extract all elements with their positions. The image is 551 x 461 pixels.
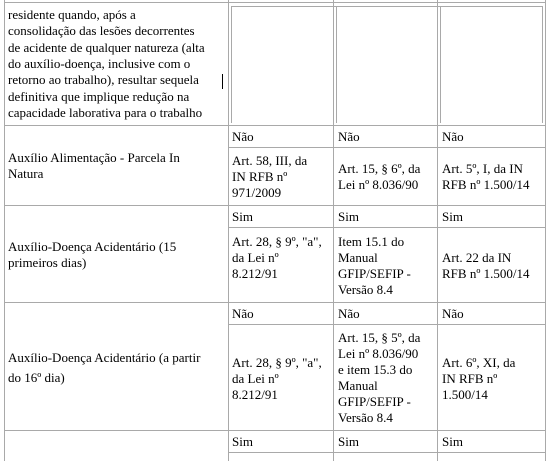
row1-label-line: do auxílio-doença, inclusive com o — [8, 56, 191, 71]
row4-flag-col3: Não — [442, 306, 464, 321]
row3-ref-col2: Manual — [338, 250, 378, 265]
row3-label-line: Auxílio-Doença Acidentário (15 — [8, 239, 177, 254]
row4-ref-col2: Art. 15, § 5º, da — [338, 330, 421, 345]
table-border-right — [545, 0, 546, 461]
row5-flag-col1: Sim — [232, 434, 253, 449]
row2-ref-col1: 971/2009 — [232, 185, 282, 200]
table-column-divider-3 — [437, 0, 438, 461]
row4-ref-col1: 8.212/91 — [232, 387, 278, 402]
row-divider-2 — [4, 205, 546, 206]
row2-flag-col1: Não — [232, 129, 254, 144]
row1-label-line: consolidação das lesões decorrentes — [8, 23, 195, 38]
row2-ref-col2: Lei nº 8.036/90 — [338, 177, 419, 192]
flag-divider-r2 — [228, 147, 546, 148]
row3-ref-col1: da Lei nº — [232, 250, 279, 265]
table-top-border — [4, 2, 546, 3]
row4-ref-col3: 1.500/14 — [442, 387, 488, 402]
row2-flag-col3: Não — [442, 129, 464, 144]
row-divider-1 — [4, 125, 546, 126]
inner-cell-left-1 — [231, 6, 232, 123]
row2-flag-col2: Não — [338, 129, 360, 144]
row3-ref-col3: RFB nº 1.500/14 — [442, 266, 530, 281]
row2-ref-col1: IN RFB nº — [232, 169, 288, 184]
flag-divider-r4 — [228, 324, 546, 325]
row3-ref-col1: 8.212/91 — [232, 266, 278, 281]
row4-ref-col3: IN RFB nº — [442, 371, 498, 386]
row-divider-3 — [4, 302, 546, 303]
row2-ref-col2: Art. 15, § 6º, da — [338, 161, 421, 176]
flag-divider-r5 — [228, 452, 546, 453]
row1-label-line: de acidente de qualquer natureza (alta — [8, 40, 205, 55]
row2-label-line: Natura — [8, 166, 44, 181]
table-column-divider-2 — [333, 0, 334, 461]
inner-cell-right — [542, 6, 543, 123]
table-border-left — [4, 0, 5, 461]
inner-top-border — [231, 6, 543, 7]
row4-ref-col2: Versão 8.4 — [338, 410, 393, 425]
row1-label-line: capacidade laborativa para o trabalho — [8, 105, 203, 120]
row3-ref-col2: GFIP/SEFIP - — [338, 266, 411, 281]
row4-ref-col2: e item 15.3 do — [338, 362, 413, 377]
row2-label-line: Auxílio Alimentação - Parcela In — [8, 150, 180, 165]
row3-ref-col1: Art. 28, § 9º, "a", — [232, 234, 322, 249]
row4-ref-col2: GFIP/SEFIP - — [338, 394, 411, 409]
row5-flag-col3: Sim — [442, 434, 463, 449]
inner-cell-left-2 — [336, 6, 337, 123]
row1-label-line: definitiva que implique redução na — [8, 89, 190, 104]
row3-ref-col2: Versão 8.4 — [338, 282, 393, 297]
row4-ref-col1: Art. 28, § 9º, "a", — [232, 355, 322, 370]
row3-ref-col3: Art. 22 da IN — [442, 250, 512, 265]
row4-ref-col1: da Lei nº — [232, 371, 279, 386]
row2-ref-col3: RFB nº 1.500/14 — [442, 177, 530, 192]
row3-flag-col3: Sim — [442, 209, 463, 224]
row2-ref-col3: Art. 5º, I, da IN — [442, 161, 523, 176]
row4-flag-col2: Não — [338, 306, 360, 321]
row1-label-line: retorno ao trabalho), resultar sequela — [8, 72, 199, 87]
row4-ref-col2: Manual — [338, 378, 378, 393]
row4-label-line: do 16º dia) — [8, 370, 65, 385]
row3-ref-col2: Item 15.1 do — [338, 234, 405, 249]
row1-label-line: residente quando, após a — [8, 7, 136, 22]
flag-divider-r3 — [228, 227, 546, 228]
row-divider-4 — [4, 430, 546, 431]
row3-flag-col2: Sim — [338, 209, 359, 224]
row4-ref-col3: Art. 6º, XI, da — [442, 355, 516, 370]
row4-flag-col1: Não — [232, 306, 254, 321]
row3-label-line: primeiros dias) — [8, 255, 87, 270]
table-column-divider-1 — [228, 0, 229, 461]
row3-flag-col1: Sim — [232, 209, 253, 224]
row2-ref-col1: Art. 58, III, da — [232, 153, 308, 168]
inner-cell-left-3 — [440, 6, 441, 123]
row4-ref-col2: Lei nº 8.036/90 — [338, 346, 419, 361]
text-cursor — [222, 74, 223, 89]
row5-flag-col2: Sim — [338, 434, 359, 449]
row4-label-line: Auxílio-Doença Acidentário (a partir — [8, 350, 201, 365]
